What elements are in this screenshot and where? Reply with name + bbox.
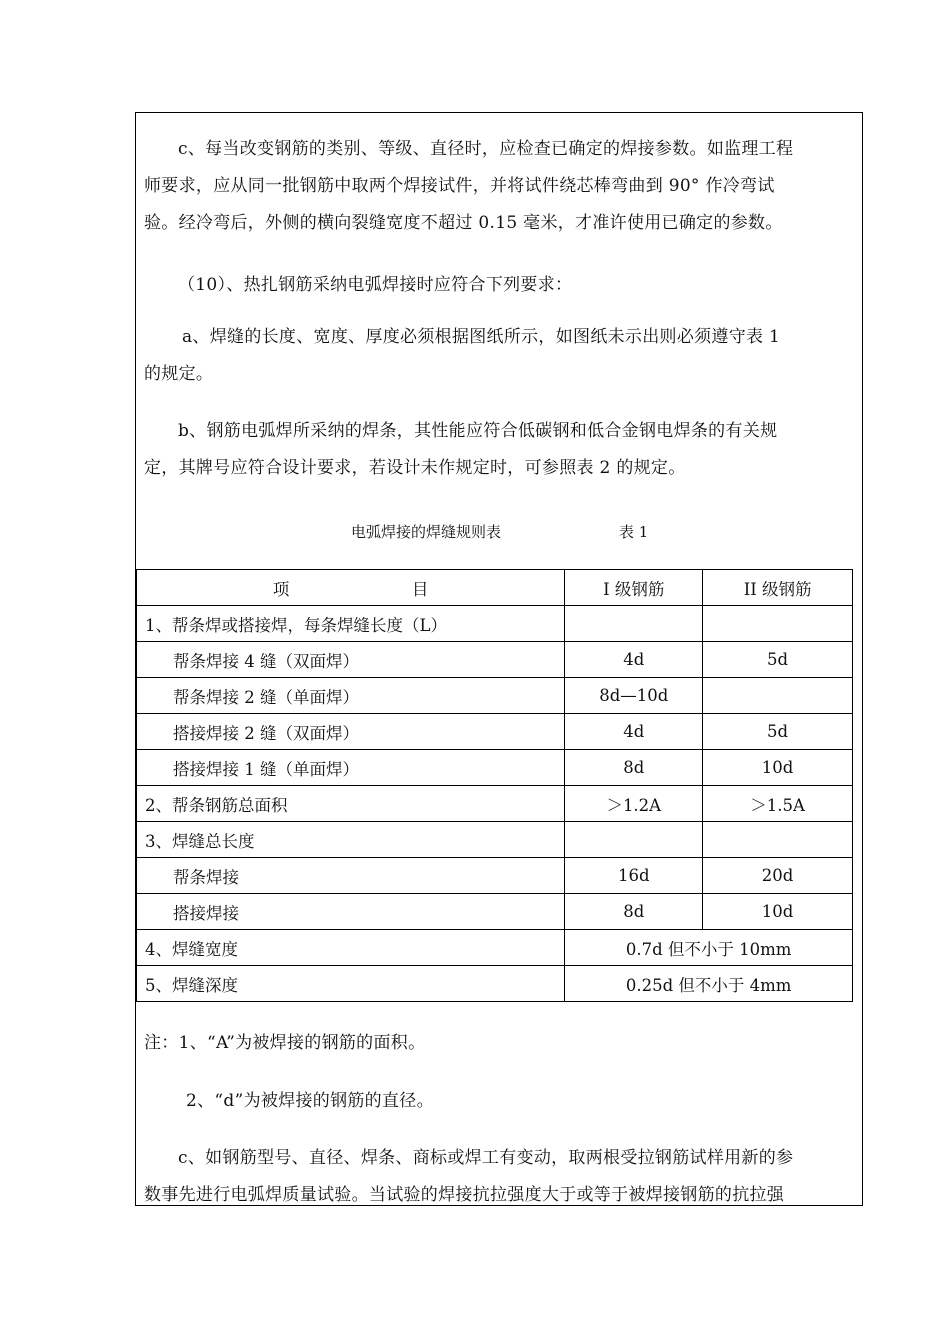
paragraph-c-line2: 师要求，应从同一批钢筋中取两个焊接试件，并将试件绕芯棒弯曲到 90° 作冷弯试 [144, 176, 775, 196]
table-row [137, 678, 853, 714]
paragraph-c2-line2: 数事先进行电弧焊质量试验。当试验的焊接抗拉强度大于或等于被焊接钢筋的抗拉强 [144, 1185, 785, 1205]
header-item-b: 目 [411, 579, 429, 599]
table-row [137, 714, 853, 750]
paragraph-b-line2: 定，其牌号应符合设计要求，若设计未作规定时，可参照表 2 的规定。 [144, 458, 686, 478]
row-item: 3、焊缝总长度 [137, 822, 565, 858]
row-grade1: 8d—10d [565, 678, 703, 714]
paragraph-a-line1: a、焊缝的长度、宽度、厚度必须根据图纸所示，如图纸未示出则必须遵守表 1 [182, 327, 781, 347]
paragraph-b-line1: b、钢筋电弧焊所采纳的焊条，其性能应符合低碳钢和低合金钢电焊条的有关规 [178, 421, 778, 441]
note-2: 2、“d”为被焊接的钢筋的直径。 [186, 1091, 434, 1111]
row-item: 1、帮条焊或搭接焊，每条焊缝长度（L） [137, 606, 565, 642]
row-grade2: 20d [703, 858, 853, 894]
weld-spec-table [136, 569, 853, 1002]
row-grade1 [565, 822, 703, 858]
row-grade1 [565, 606, 703, 642]
table-row [137, 966, 853, 1002]
row-item: 5、焊缝深度 [137, 966, 565, 1002]
row-grade2 [703, 678, 853, 714]
header-item-a: 项 [272, 579, 290, 599]
row-item: 搭接焊接 [137, 894, 565, 930]
table-number: 表 1 [619, 523, 649, 541]
row-item: 帮条焊接 4 缝（双面焊） [137, 642, 565, 678]
row-grade1: 8d [565, 894, 703, 930]
paragraph-c-line3: 验。经冷弯后，外侧的横向裂缝宽度不超过 0.15 毫米，才准许使用已确定的参数。 [144, 213, 783, 233]
note-1: 注：1、“A”为被焊接的钢筋的面积。 [144, 1033, 426, 1053]
table-row [137, 786, 853, 822]
row-grade1: 8d [565, 750, 703, 786]
row-item: 2、帮条钢筋总面积 [137, 786, 565, 822]
row-item: 帮条焊接 2 缝（单面焊） [137, 678, 565, 714]
row-grade2: 10d [703, 894, 853, 930]
row-merged-value: 0.7d 但不小于 10mm [565, 930, 853, 966]
row-grade2 [703, 606, 853, 642]
paragraph-c-line1: c、每当改变钢筋的类别、等级、直径时，应检查已确定的焊接参数。如监理工程 [178, 139, 794, 159]
row-grade1: ＞1.2A [565, 786, 703, 822]
row-grade2: ＞1.5A [703, 786, 853, 822]
table-row [137, 606, 853, 642]
row-item: 帮条焊接 [137, 858, 565, 894]
paragraph-a-line2: 的规定。 [144, 364, 214, 384]
table-row [137, 642, 853, 678]
row-grade1: 16d [565, 858, 703, 894]
table-caption: 电弧焊接的焊缝规则表 [351, 523, 502, 541]
table-row [137, 930, 853, 966]
header-grade2: II 级钢筋 [703, 570, 853, 606]
table-row [137, 822, 853, 858]
table-row [137, 750, 853, 786]
table-row [137, 894, 853, 930]
paragraph-c2-line1: c、如钢筋型号、直径、焊条、商标或焊工有变动，取两根受拉钢筋试样用新的参 [178, 1148, 794, 1168]
row-grade2: 5d [703, 714, 853, 750]
table-header-row [137, 570, 853, 606]
header-grade1: I 级钢筋 [565, 570, 703, 606]
row-merged-value: 0.25d 但不小于 4mm [565, 966, 853, 1002]
table-row [137, 858, 853, 894]
document-frame [135, 112, 863, 1206]
row-grade2: 5d [703, 642, 853, 678]
row-grade1: 4d [565, 714, 703, 750]
paragraph-10: （10）、热扎钢筋采纳电弧焊接时应符合下列要求： [178, 275, 573, 295]
row-grade2 [703, 822, 853, 858]
row-grade2: 10d [703, 750, 853, 786]
row-item: 搭接焊接 2 缝（双面焊） [137, 714, 565, 750]
row-item: 4、焊缝宽度 [137, 930, 565, 966]
row-item: 搭接焊接 1 缝（单面焊） [137, 750, 565, 786]
header-item [137, 570, 565, 606]
row-grade1: 4d [565, 642, 703, 678]
